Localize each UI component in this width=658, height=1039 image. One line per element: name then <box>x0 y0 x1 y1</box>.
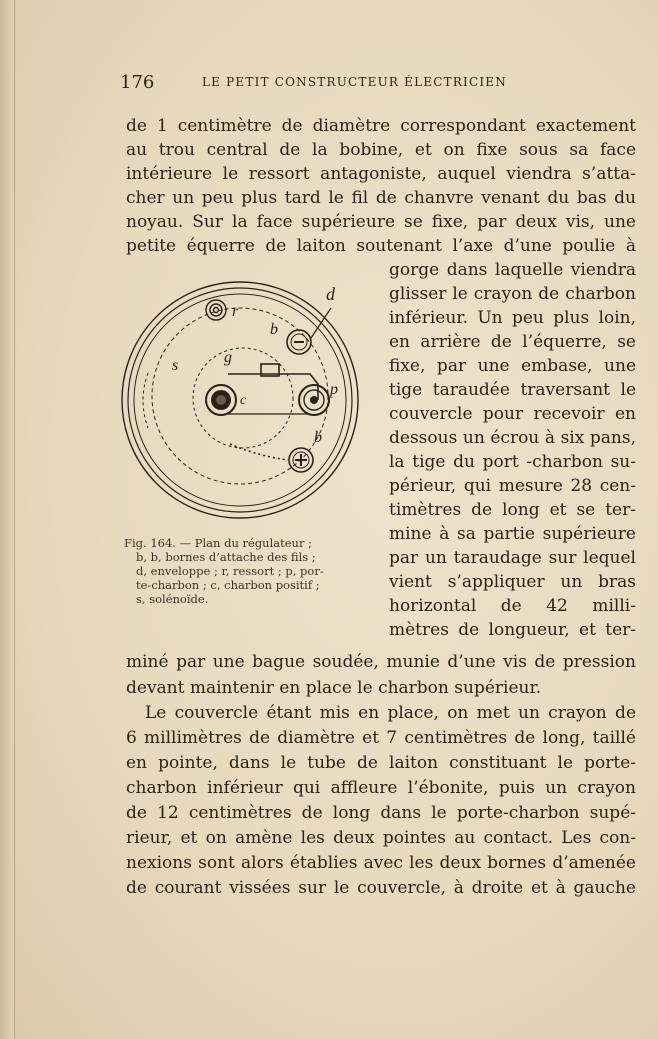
label-g: g <box>224 349 232 366</box>
text-line: miné par une bague soudée, munie d’une vis de pression <box>126 652 636 672</box>
text-line: en pointe, dans le tube de laiton constituant le porte- <box>126 753 636 773</box>
page-gutter <box>0 0 15 1039</box>
text-line: dessous un écrou à six pans, <box>389 428 636 448</box>
text-line: de 1 centimètre de diamètre correspondant exactement <box>126 116 636 136</box>
dashed-arc <box>143 373 148 428</box>
spring-r <box>206 300 226 320</box>
text-line: fixe, par une embase, une <box>389 356 636 376</box>
text-line: nexions sont alors établies avec les deux bornes d’amenée <box>126 853 636 873</box>
text-line: en arrière de l’équerre, se <box>389 332 636 352</box>
text-line: 6 millimètres de diamètre et 7 centimètres de long, taillé <box>126 728 636 748</box>
text-line: horizontal de 42 milli- <box>389 596 636 616</box>
text-line: charbon inférieur qui affleure l’ébonite, puis un crayon <box>126 778 636 798</box>
text-line: Le couvercle étant mis en place, on met un crayon de <box>145 703 636 723</box>
text-line: la tige du port -charbon su- <box>389 452 636 472</box>
text-line: cher un peu plus tard le fil de chanvre venant du bas du <box>126 188 636 208</box>
text-line: par un taraudage sur lequel <box>389 548 636 568</box>
text-line: tige taraudée traversant le <box>389 380 636 400</box>
caption-line: d, enveloppe ; r, ressort ; p, por- <box>136 564 324 578</box>
text-line: mine à sa partie supérieure <box>389 524 636 544</box>
regulator-plan-figure <box>118 278 370 530</box>
label-b-bottom: b <box>314 429 322 446</box>
page-number: 176 <box>120 72 155 93</box>
text-line: périeur, qui mesure 28 cen- <box>389 476 636 496</box>
label-s: s <box>172 357 179 374</box>
caption-line: Fig. 164. — Plan du régulateur ; <box>124 536 312 550</box>
terminal-plus <box>289 448 313 472</box>
text-line: de 12 centimètres de long dans le porte-charbon supé- <box>126 803 636 823</box>
figure-caption <box>124 536 376 606</box>
text-line: rieur, et on amène les deux pointes au contact. Les con- <box>126 828 636 848</box>
text-line: petite équerre de laiton soutenant l’axe d’une poulie à <box>126 236 636 256</box>
text-line: au trou central de la bobine, et on fixe sous sa face <box>126 140 636 160</box>
text-line: inférieur. Un peu plus loin, <box>389 308 636 328</box>
caption-line: b, b, bornes d’attache des fils ; <box>136 550 316 564</box>
text-line: mètres de longueur, et ter- <box>389 620 636 640</box>
terminal-minus <box>287 330 311 354</box>
text-line: glisser le crayon de charbon <box>389 284 636 304</box>
text-line: vient s’appliquer un bras <box>389 572 636 592</box>
text-line: intérieure le ressort antagoniste, auquel viendra s’atta- <box>126 164 636 184</box>
label-d: d <box>326 284 335 304</box>
connection-wire <box>230 444 288 460</box>
caption-line: s, solénoïde. <box>136 592 209 606</box>
label-r: r <box>232 303 239 320</box>
label-p: p <box>330 381 338 398</box>
running-header <box>120 72 640 98</box>
text-line: devant maintenir en place le charbon supérieur. <box>126 678 542 698</box>
positive-carbon-c <box>206 385 236 415</box>
running-title: LE PETIT CONSTRUCTEUR ÉLECTRICIEN <box>202 75 507 89</box>
text-line: couvercle pour recevoir en <box>389 404 636 424</box>
label-c: c <box>240 393 247 408</box>
text-line: de courant vissées sur le couvercle, à droite et à gauche <box>126 878 636 898</box>
text-line: noyau. Sur la face supérieure se fixe, par deux vis, une <box>126 212 636 232</box>
wire-line <box>311 308 331 338</box>
caption-line: te-charbon ; c, charbon positif ; <box>136 578 320 592</box>
carbon-holder-p <box>299 385 329 415</box>
text-line: gorge dans laquelle viendra <box>389 260 636 280</box>
label-b-top: b <box>270 321 278 338</box>
text-line: timètres de long et se ter- <box>389 500 636 520</box>
